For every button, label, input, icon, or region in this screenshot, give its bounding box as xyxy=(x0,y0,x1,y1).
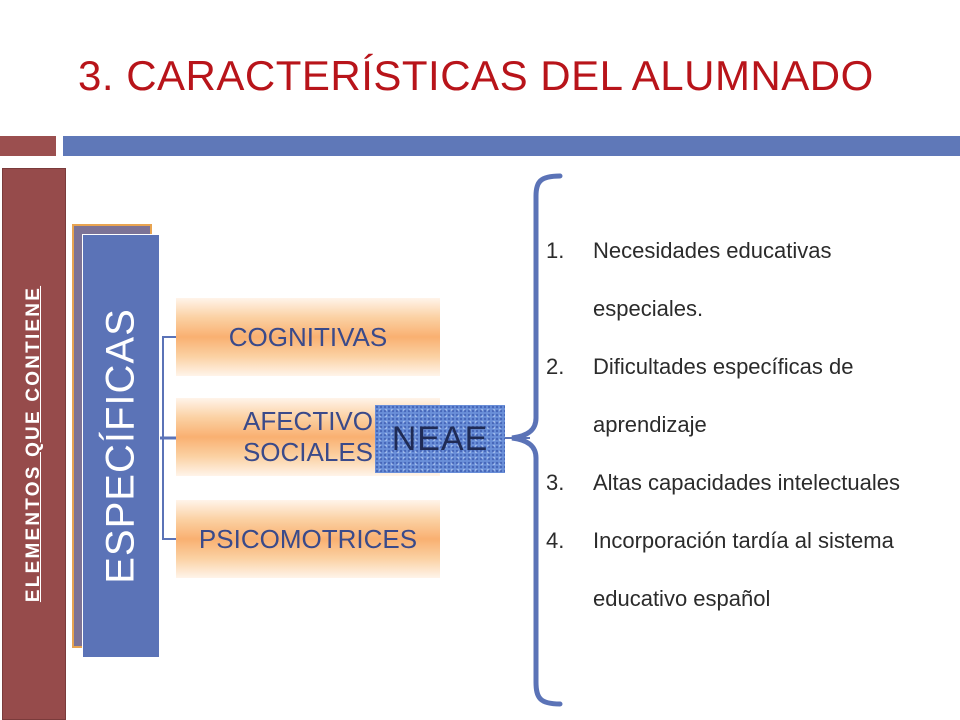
category-cognitivas-label: COGNITIVAS xyxy=(228,321,388,352)
list-item-text: Incorporación tardía al sistema educativo español xyxy=(593,528,894,611)
list-item-number: 2. xyxy=(546,354,565,379)
list-item-number: 1. xyxy=(546,238,565,263)
category-afectivo-label: AFECTIVO SOCIALES xyxy=(242,406,374,467)
list-item xyxy=(546,454,946,512)
list-item xyxy=(546,512,946,628)
list-item-text: Altas capacidades intelectuales xyxy=(593,470,900,495)
especificas-label: ESPECÍFICAS xyxy=(98,308,143,584)
list-item xyxy=(546,338,946,454)
left-band-label: ELEMENTOS QUE CONTIENE xyxy=(23,285,44,603)
category-cognitivas xyxy=(176,298,440,376)
list-item-number: 3. xyxy=(546,470,565,495)
list-item-text: Dificultades específicas de aprendizaje xyxy=(593,354,854,437)
neae-list xyxy=(546,222,946,628)
neae-label: NEAE xyxy=(391,419,489,458)
neae-box xyxy=(375,405,505,473)
list-item xyxy=(546,222,946,338)
list-item-text: Necesidades educativas especiales. xyxy=(593,238,832,321)
category-psicomotrices xyxy=(176,500,440,578)
slide-title: 3. CARACTERÍSTICAS DEL ALUMNADO xyxy=(78,52,874,99)
list-item-number: 4. xyxy=(546,528,565,553)
category-psicomotrices-label: PSICOMOTRICES xyxy=(198,523,418,554)
